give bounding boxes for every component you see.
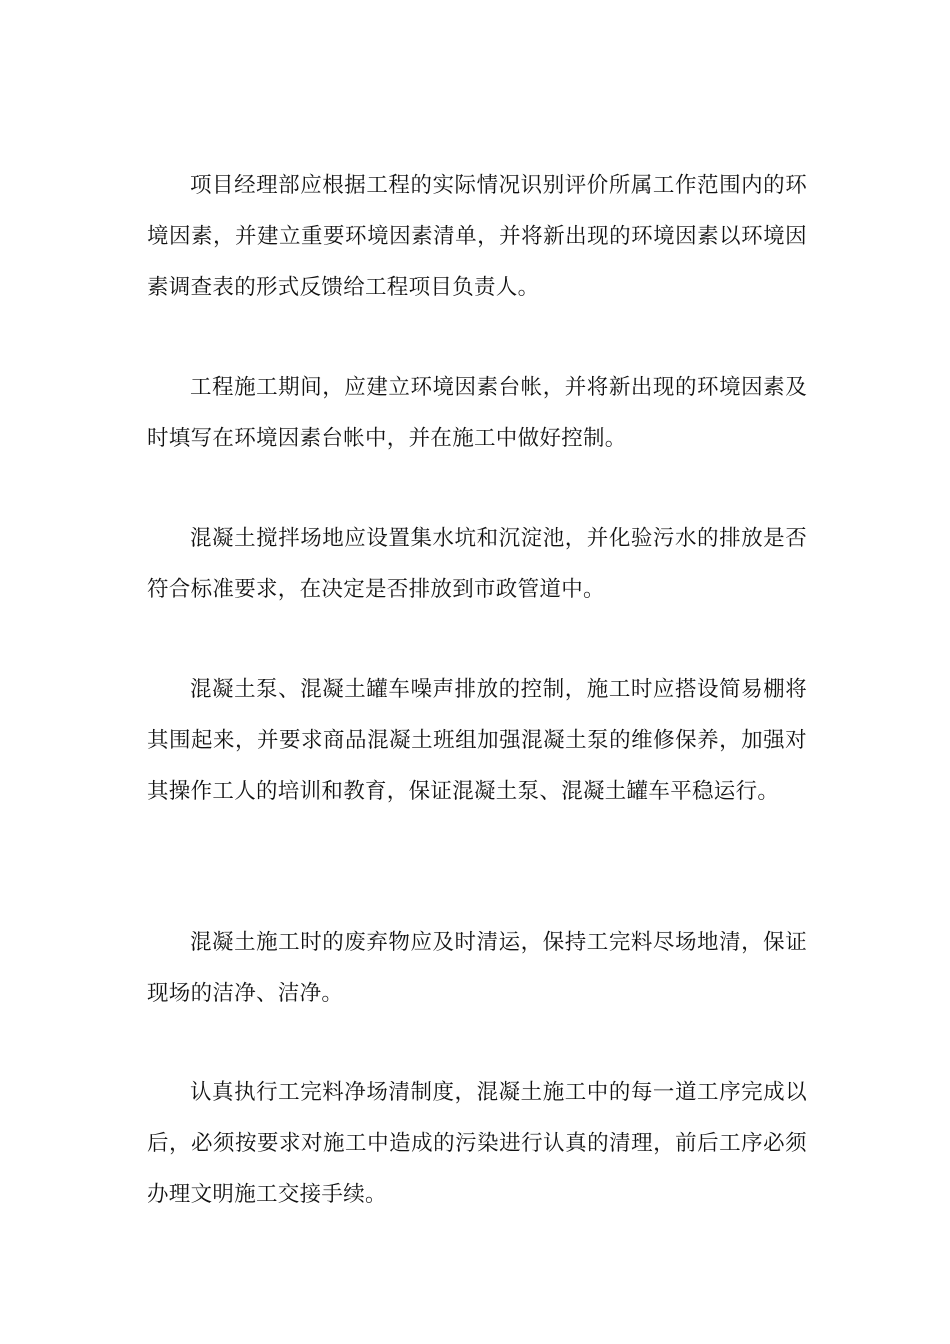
paragraph-environmental-factor-ledger: 工程施工期间，应建立环境因素台帐，并将新出现的环境因素及时填写在环境因素台帐中，并在施工中做好控制。 (147, 375, 807, 451)
paragraph-waste-removal: 混凝土施工时的废弃物应及时清运，保持工完料尽场地清，保证现场的洁净、洁净。 (147, 930, 807, 1006)
paragraph-pump-noise-control: 混凝土泵、混凝土罐车噪声排放的控制，施工时应搭设简易棚将其围起来，并要求商品混凝土班组加强混凝土泵的维修保养，加强对其操作工人的培训和教育，保证混凝土泵、混凝土罐车平稳运行。 (147, 677, 807, 804)
paragraph-site-cleaning-handover: 认真执行工完料净场清制度，混凝土施工中的每一道工序完成以后，必须按要求对施工中造成的污染进行认真的清理，前后工序必须办理文明施工交接手续。 (147, 1080, 807, 1207)
paragraph-environmental-factor-identification: 项目经理部应根据工程的实际情况识别评价所属工作范围内的环境因素，并建立重要环境因素清单，并将新出现的环境因素以环境因素调查表的形式反馈给工程项目负责人。 (147, 173, 807, 300)
paragraph-mixing-site-sedimentation: 混凝土搅拌场地应设置集水坑和沉淀池，并化验污水的排放是否符合标准要求，在决定是否排放到市政管道中。 (147, 526, 807, 602)
